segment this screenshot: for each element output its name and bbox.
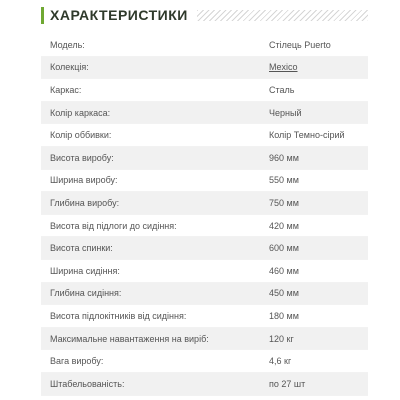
spec-row	[41, 124, 368, 147]
spec-row	[41, 350, 368, 373]
spec-label: Максимальне навантаження на виріб:	[50, 333, 209, 344]
spec-row	[41, 170, 368, 193]
spec-row	[41, 260, 368, 283]
spec-row	[41, 373, 368, 396]
spec-label: Висота підлокітників від сидіння:	[50, 310, 187, 321]
spec-row	[41, 305, 368, 328]
spec-value: 600 мм	[269, 243, 299, 254]
spec-label: Вага виробу:	[50, 356, 104, 367]
spec-row	[41, 237, 368, 260]
spec-label: Колір каркаса:	[50, 107, 111, 118]
spec-value: 460 мм	[269, 265, 299, 276]
spec-row	[41, 34, 368, 57]
spec-label: Глибина сидіння:	[50, 288, 122, 299]
spec-row	[41, 79, 368, 102]
header-hatch-divider	[197, 10, 368, 21]
spec-label: Ширина виробу:	[50, 175, 118, 186]
spec-row	[41, 102, 368, 125]
spec-value: 420 мм	[269, 220, 299, 231]
spec-label: Колекція:	[50, 62, 89, 73]
accent-bar	[41, 7, 44, 24]
spec-value: Сталь	[269, 84, 295, 95]
spec-label: Модель:	[50, 39, 85, 50]
spec-value: 4,6 кг	[269, 356, 292, 367]
spec-label: Висота спинки:	[50, 243, 113, 254]
spec-row	[41, 328, 368, 351]
spec-value: 180 мм	[269, 310, 299, 321]
spec-row	[41, 147, 368, 170]
spec-value: Черный	[269, 107, 302, 118]
spec-value-link[interactable]: Mexico	[269, 62, 298, 73]
spec-value: Стілець Puerto	[269, 39, 331, 50]
spec-value: по 27 шт	[269, 378, 306, 389]
spec-label: Висота виробу:	[50, 152, 114, 163]
spec-label: Ширина сидіння:	[50, 265, 120, 276]
spec-row	[41, 192, 368, 215]
spec-value: 750 мм	[269, 197, 299, 208]
spec-label: Каркас:	[50, 84, 82, 95]
spec-value: Колір Темно-сірий	[269, 130, 345, 141]
spec-row	[41, 283, 368, 306]
spec-label: Висота від підлоги до сидіння:	[50, 220, 177, 231]
section-header	[41, 4, 368, 26]
spec-value: 550 мм	[269, 175, 299, 186]
spec-label: Колір оббивки:	[50, 130, 112, 141]
specifications-table	[41, 34, 368, 396]
spec-value: 120 кг	[269, 333, 294, 344]
section-title: ХАРАКТЕРИСТИКИ	[50, 7, 188, 23]
spec-row	[41, 57, 368, 80]
spec-label: Глибина виробу:	[50, 197, 120, 208]
spec-value: 960 мм	[269, 152, 299, 163]
spec-value: 450 мм	[269, 288, 299, 299]
spec-label: Штабельованість:	[50, 378, 125, 389]
spec-row	[41, 215, 368, 238]
